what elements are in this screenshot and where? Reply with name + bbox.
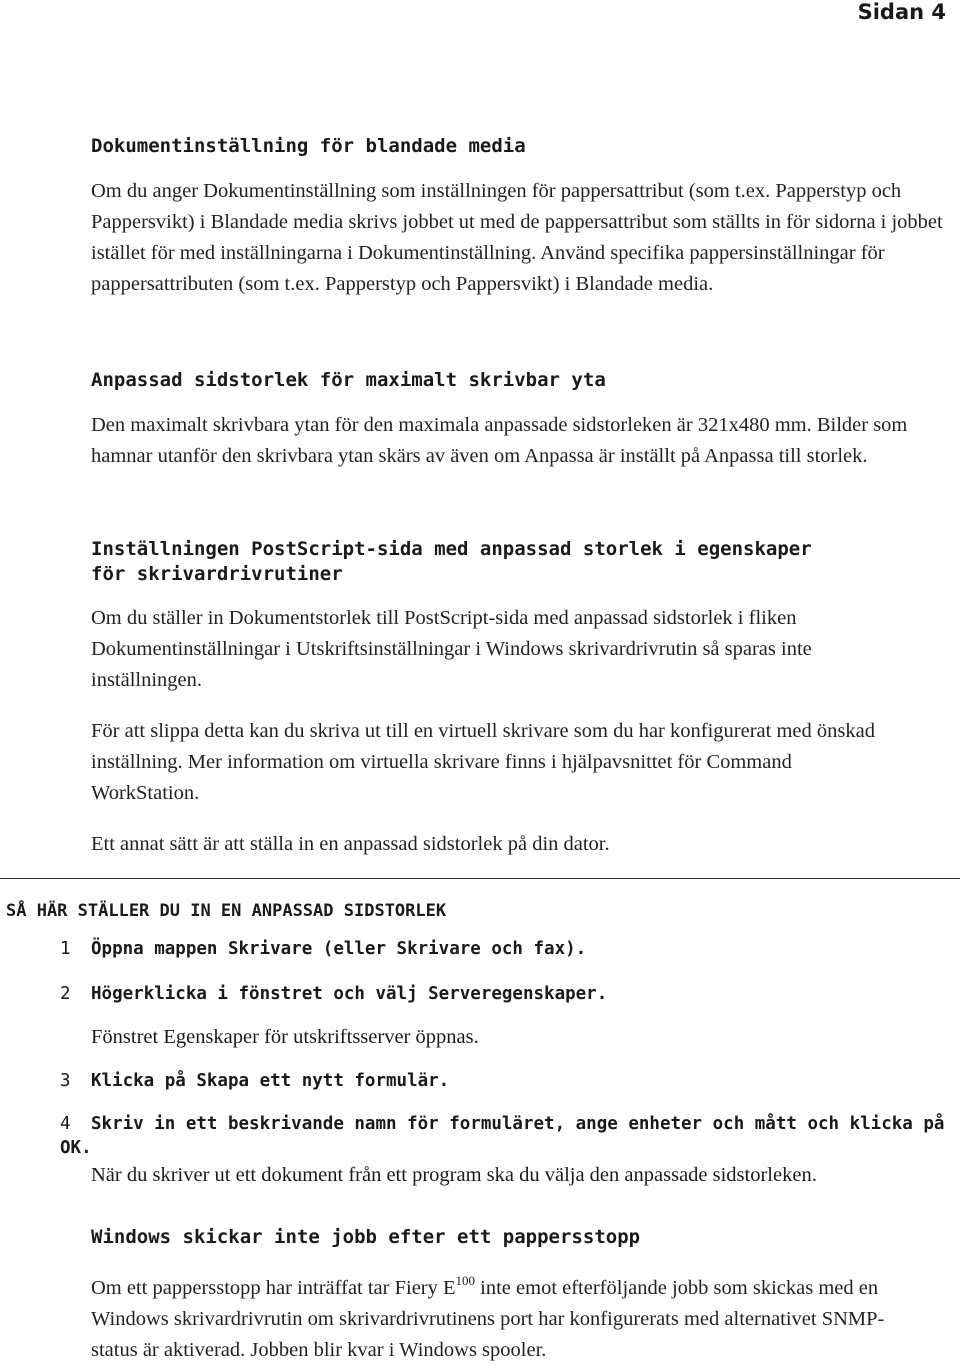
procedure-step-4-note: När du skriver ut ett dokument från ett program ska du välja den anpassade sidstorleken. (91, 1164, 817, 1186)
section-heading-paper-jam: Windows skickar inte jobb efter ett pappersstopp (91, 1226, 641, 1248)
section-paragraph-mixed-media: Om du anger Dokumentinställning som inställningen för pappersattribut (som t.ex. Papperstyp och Pappersvikt) i Blandade media skrivs jobbet ut med de pappersattribut som ställts in för sidorna i jobbet istället för med inställningarna i Dokumentinställning. Använd specifika pappersinställningar för pappersattributen (som t.ex. Papperstyp och Pappersvikt) i Blandade media. (91, 180, 943, 295)
paper-jam-text-end: inte emot efterföljande jobb som skickas med en Windows skrivardrivrutin om skrivardrivrutinens port har konfigurerats med alternativet SNMP-status är aktiverad. Jobben blir kvar i Windows spooler. (91, 1277, 885, 1361)
page-number: Sidan 4 (857, 0, 946, 24)
section-paragraph-postscript-3: Ett annat sätt är att ställa in en anpassad sidstorlek på din dator. (91, 833, 610, 855)
section-paragraph-paper-jam (91, 1265, 921, 1366)
step-text: Öppna mappen Skrivare (eller Skrivare och fax). (91, 939, 587, 959)
section-heading-mixed-media: Dokumentinställning för blandade media (91, 135, 526, 157)
procedure-step-3 (60, 1069, 449, 1093)
model-superscript: 100 (455, 1273, 476, 1288)
procedure-step-1 (60, 937, 586, 961)
section-heading-custom-page-size: Anpassad sidstorlek för maximalt skrivbar yta (91, 369, 606, 391)
procedure-step-4 (60, 1112, 960, 1160)
step-text: Skriv in ett beskrivande namn för formuläret, ange enheter och mått och klicka på OK. (60, 1114, 945, 1158)
procedure-step-2 (60, 982, 607, 1006)
section-divider (0, 878, 960, 879)
paper-jam-text-start: Om ett pappersstopp har inträffat tar Fiery E (91, 1277, 456, 1299)
step-number: 1 (60, 939, 71, 959)
step-number: 3 (60, 1071, 71, 1091)
step-number: 2 (60, 984, 71, 1004)
section-paragraph-postscript-1: Om du ställer in Dokumentstorlek till PostScript-sida med anpassad sidstorlek i fliken Dokumentinställningar i Utskriftsinställningar i Windows skrivardrivrutin så sparas inte inställningen. (91, 607, 812, 691)
procedure-step-2-note: Fönstret Egenskaper för utskriftsserver öppnas. (91, 1026, 479, 1048)
step-text: Klicka på Skapa ett nytt formulär. (91, 1071, 450, 1091)
step-number: 4 (60, 1114, 71, 1134)
procedure-heading: SÅ HÄR STÄLLER DU IN EN ANPASSAD SIDSTORLEK (6, 901, 447, 921)
section-paragraph-postscript-2: För att slippa detta kan du skriva ut till en virtuell skrivare som du har konfigurerat med önskad inställning. Mer information om virtuella skrivare finns i hjälpavsnittet för Command WorkStation. (91, 720, 875, 804)
section-heading-postscript-setting: Inställningen PostScript-sida med anpassad storlek i egenskaper för skrivardrivrutiner (91, 538, 812, 585)
step-text: Högerklicka i fönstret och välj Serveregenskaper. (91, 984, 608, 1004)
section-paragraph-custom-page-size: Den maximalt skrivbara ytan för den maximala anpassade sidstorleken är 321x480 mm. Bilder som hamnar utanför den skrivbara ytan skärs av även om Anpassa är inställt på Anpassa till storlek. (91, 414, 908, 467)
